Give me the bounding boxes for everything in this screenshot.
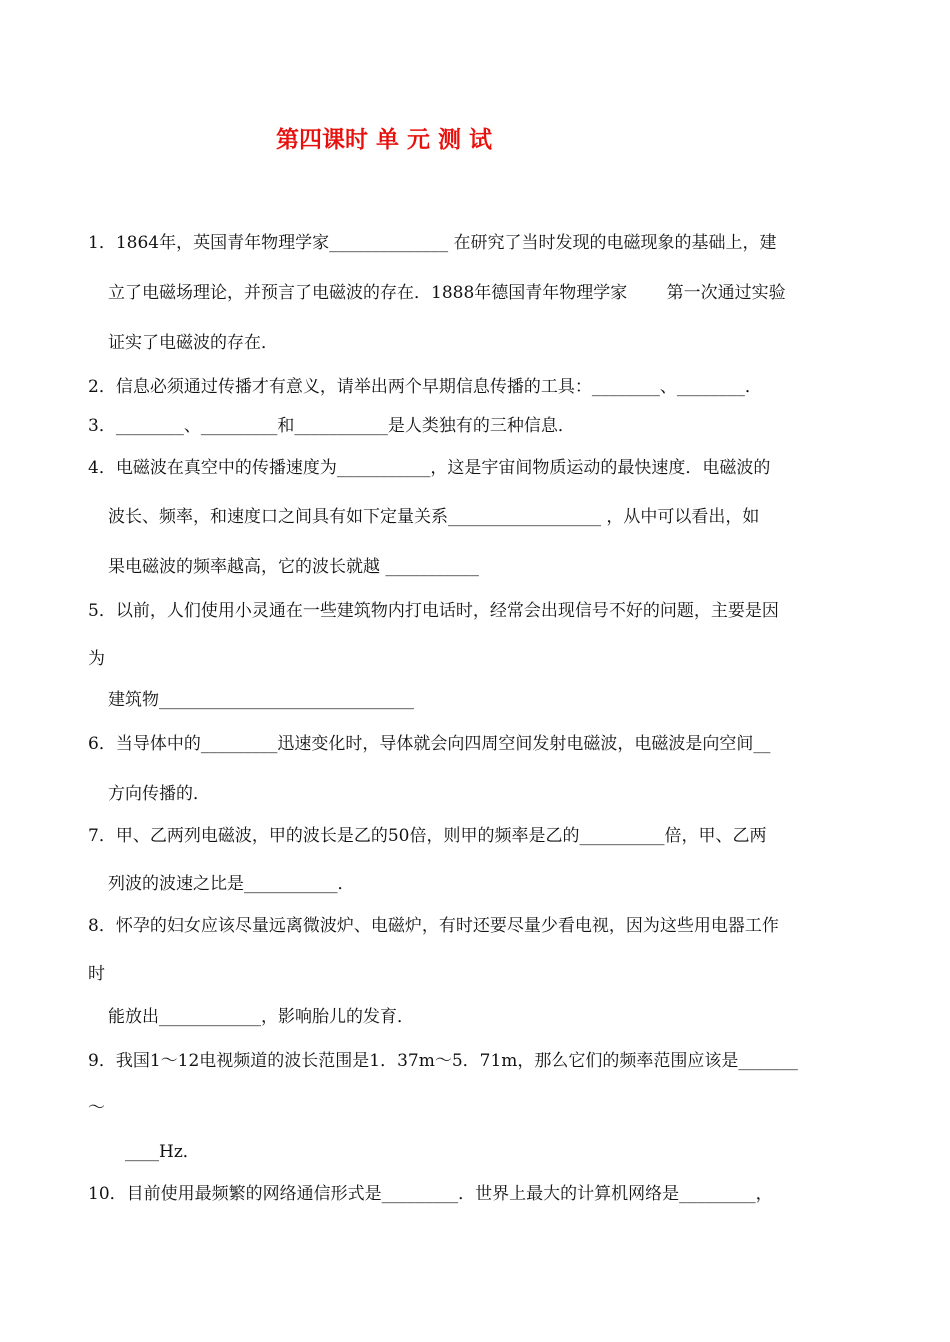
question-2-line-1: 2．信息必须通过传播才有意义，请举出两个早期信息传播的工具：________、________． [88,377,762,397]
question-8-line-3: 能放出____________，影响胎儿的发育． [108,1007,414,1027]
question-7-line-2: 列波的波速之比是___________． [108,874,355,894]
question-9-line-3: ____Hz． [125,1142,200,1162]
question-1-line-2: 立了电磁场理论，并预言了电磁波的存在．1888年德国青年物理学家 第一次通过实验 [108,283,786,303]
question-4-line-2: 波长、频率，和速度口之间具有如下定量关系__________________ ，从中可以看出，如 [108,507,760,527]
question-10-line-1: 10．目前使用最频繁的网络通信形式是_________．世界上最大的计算机网络是_________， [88,1184,773,1204]
question-5-line-3: 建筑物______________________________ [108,690,414,710]
question-9-line-2: ～ [88,1098,105,1118]
question-8-line-1: 8．怀孕的妇女应该尽量远离微波炉、电磁炉，有时还要尽量少看电视，因为这些用电器工作 [88,916,779,936]
question-6-line-2: 方向传播的． [108,784,210,804]
question-1-line-1: 1．1864年，英国青年物理学家______________ 在研究了当时发现的电磁现象的基础上，建 [88,233,777,253]
question-9-line-1: 9．我国1～12电视频道的波长范围是1．37m～5．71m，那么它们的频率范围应该是_______ [88,1051,798,1071]
question-1-line-3: 证实了电磁波的存在． [108,333,278,353]
page-title: 第四课时 单 元 测 试 [276,127,493,153]
question-6-line-1: 6．当导体中的_________迅速变化时，导体就会向四周空间发射电磁波，电磁波是向空间__ [88,734,771,754]
question-4-line-3: 果电磁波的频率越高，它的波长就越 ___________ [108,557,479,577]
question-4-line-1: 4．电磁波在真空中的传播速度为___________，这是宇宙间物质运动的最快速度．电磁波的 [88,458,771,478]
question-3-line-1: 3．________、_________和___________是人类独有的三种信息． [88,416,575,436]
question-8-line-2: 时 [88,964,105,984]
question-5-line-2: 为 [88,649,105,669]
question-5-line-1: 5．以前，人们使用小灵通在一些建筑物内打电话时，经常会出现信号不好的问题，主要是因 [88,601,779,621]
question-7-line-1: 7．甲、乙两列电磁波，甲的波长是乙的50倍，则甲的频率是乙的__________倍，甲、乙两 [88,826,767,846]
